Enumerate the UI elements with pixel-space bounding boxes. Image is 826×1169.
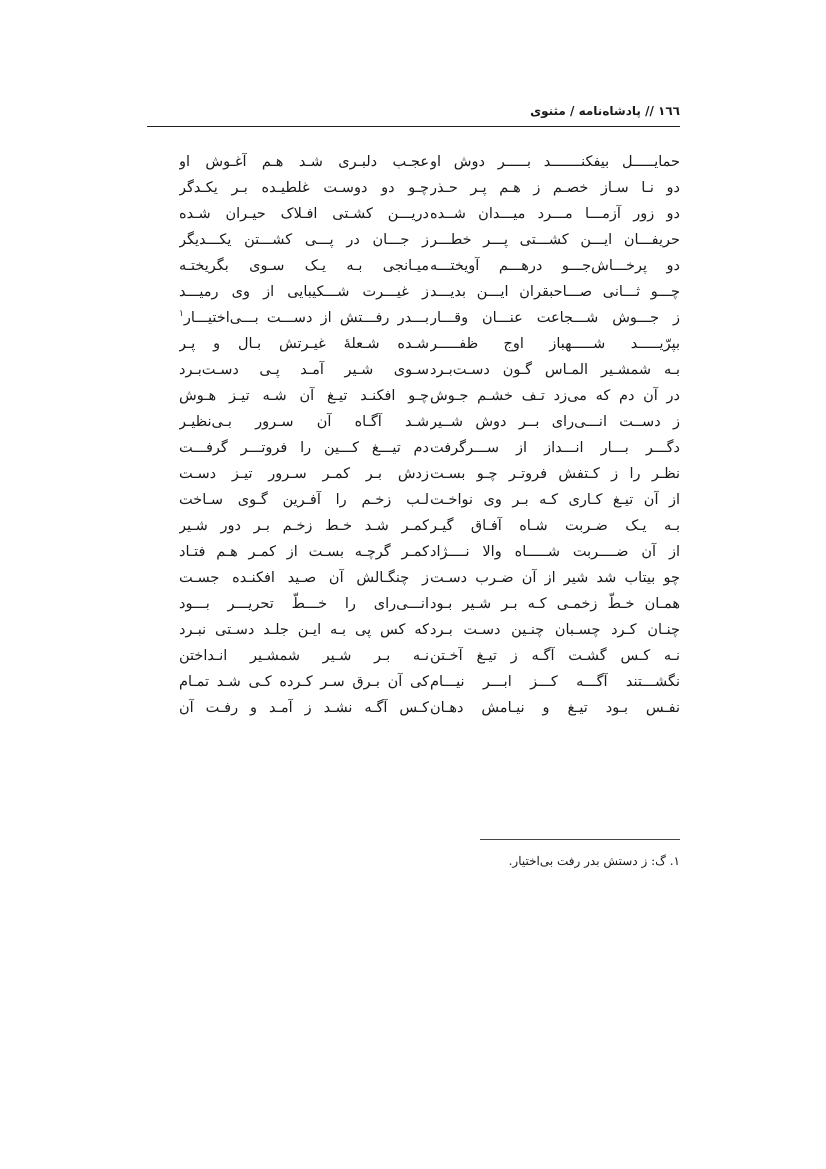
hemistich-text: سـوی شـیر آمـد پـی دسـت‌بـرد: [179, 362, 429, 378]
page-number: ١٦٦: [658, 104, 680, 118]
hemistich-left: [179, 201, 429, 227]
hemistich-right: بـه شمشـیر المـاس گـون دسـت‌بـرد: [430, 362, 680, 378]
running-header: [147, 104, 680, 126]
header-separator-2: /: [570, 104, 575, 118]
hemistich-text: چـو افکنـد تیـغ آن شـه تیـز هـوش: [179, 388, 429, 404]
hemistich-left: [179, 435, 429, 461]
hemistich-right: حمایـــــل بیفکنـــــــد بـــــر دوش او: [430, 154, 680, 170]
hemistich-right: دگـــر بـــار انـــداز از ســـرگرفت: [430, 440, 680, 456]
hemistich-right: نفـس بـود تیـغ و نیـامش دهـان: [430, 700, 680, 716]
hemistich-right: بـه یـک ضـربت شـاه آفـاق گیـر: [430, 518, 680, 534]
hemistich-left: [179, 617, 429, 643]
hemistich-text: کمـر گرچـه بسـت از کمـر هـم فتـاد: [179, 544, 429, 560]
hemistich-left: [179, 591, 429, 617]
header-rule: [147, 126, 680, 127]
hemistich-right: از آن تیـغ کـاری کـه بـر وی نواخـت: [430, 492, 680, 508]
hemistich-text: نـه بـر شـیر شمشـیر انـداختن: [179, 648, 429, 664]
hemistich-right: ز جـــوش شـــجاعت عنـــان وقـــار: [430, 310, 680, 326]
hemistich-text: میـانجی بـه یـک سـوی بگریختـه: [179, 258, 429, 274]
hemistich-left: [179, 409, 429, 435]
hemistich-left: [179, 539, 429, 565]
hemistich-right: چـــو ثـــانی صـــاحبقران ایـــن بدیـــد: [430, 284, 680, 300]
header-separator: //: [645, 104, 654, 118]
hemistich-left: [179, 149, 429, 175]
hemistich-left: [179, 305, 429, 331]
hemistich-text: لـب زخـم را آفـرین گـوی سـاخت: [179, 492, 429, 508]
hemistich-left: [179, 565, 429, 591]
hemistich-text: عجـب دلبـری شـد هـم آغـوش او: [179, 154, 429, 170]
hemistich-text: انـــی‌رای را خـــطّ تحریـــر بـــود: [179, 596, 429, 612]
hemistich-text: ز چنگـالش آن صـید افکنـده جسـت: [179, 570, 429, 586]
hemistich-text: شـده شـعلهٔ غیـرتش بـال و پـر: [179, 336, 429, 352]
hemistich-left: [179, 331, 429, 357]
hemistich-right: دو پرخـــاش‌جـــو درهـــم آویختـــه: [430, 258, 680, 274]
hemistich-right: در آن دم که می‌زد تـف خشـم جـوش: [430, 388, 680, 404]
hemistich-left: [179, 383, 429, 409]
hemistich-right: نظـر را ز کـتفش فروتـر چـو بسـت: [430, 466, 680, 482]
hemistich-right: همـان خـطّ زخمـی کـه بـر شـیر بـود: [430, 596, 680, 612]
hemistich-left: [179, 227, 429, 253]
verse-column-left: [179, 149, 429, 721]
book-title: پادشاه‌نامه: [578, 104, 641, 118]
hemistich-text: کمـر شـد خـط زخـم بـر دور شـیر: [179, 518, 429, 534]
footnote-marker: ١: [179, 309, 184, 320]
hemistich-right: حریفـــان ایـــن کشـــتی پـــر خطـــر: [430, 232, 680, 248]
hemistich-text: کـس آگـه نشـد ز آمـد و رفـت آن: [179, 700, 429, 716]
hemistich-text: کی آن بـرق سـر کـرده کـی شـد تمـام: [179, 674, 429, 690]
hemistich-left: [179, 461, 429, 487]
hemistich-right: ز دســت انـــی‌رای بــر دوش شــیر: [430, 414, 680, 430]
hemistich-text: چـو دو دوسـت غلطیـده بـر یکـدگر: [179, 180, 429, 196]
hemistich-text: بـــدر رفـــتش از دســـت بـــی‌اختیـــار: [183, 310, 429, 326]
hemistich-text: دریـــن کشـتی افـلاک حیـران شـده: [179, 206, 429, 222]
hemistich-left: [179, 357, 429, 383]
hemistich-right: از آن ضــــربت شـــــاه والا نــــژاد: [430, 544, 680, 560]
hemistich-text: ز غیـــرت شـــکیبایی از وی رمیـــد: [179, 284, 429, 300]
hemistich-right: نـه کـس گشـت آگـه ز تیـغ آخـتن: [430, 648, 680, 664]
hemistich-text: ز جـــان در پـــی کشـــتن یکـــدیگر: [179, 232, 429, 248]
hemistich-right: چو بیتاب شد شیر از آن ضـرب دسـت: [430, 570, 680, 586]
hemistich-left: [179, 279, 429, 305]
hemistich-right: بپرّیـــــد شـــــهباز اوج ظفـــــر: [430, 336, 680, 352]
hemistich-left: [179, 513, 429, 539]
hemistich-left: [179, 487, 429, 513]
hemistich-text: دم تیـــغ کـــین را فروتـــر گرفـــت: [179, 440, 429, 456]
hemistich-right: نگشـــتند آگـــه کـــز ابـــر نیـــام: [430, 674, 680, 690]
hemistich-right: چنـان کـرد چسـبان چنـین دسـت بـرد: [430, 622, 680, 638]
hemistich-left: [179, 253, 429, 279]
hemistich-right: دو زور آزمـــا مـــرد میـــدان شــده: [430, 206, 680, 222]
hemistich-left: [179, 669, 429, 695]
hemistich-left: [179, 175, 429, 201]
hemistich-text: زدش بـر کمـر سـرور تیـز دسـت: [179, 466, 429, 482]
section-title: مثنوی: [530, 104, 566, 118]
hemistich-text: شـد آگـاه آن سـرور بـی‌نظیـر: [179, 414, 429, 430]
footnote: ١. گ: ز دستش بدر رفت بی‌اختیار.: [508, 854, 680, 868]
hemistich-left: [179, 695, 429, 721]
footnote-rule: [480, 839, 680, 840]
hemistich-right: دو نـا سـاز خصـم ز هـم پـر حـذر: [430, 180, 680, 196]
hemistich-text: که کس پی بـه ایـن جلـد دسـتی نبـرد: [179, 622, 429, 638]
hemistich-left: [179, 643, 429, 669]
verse-column-right: [430, 149, 680, 721]
